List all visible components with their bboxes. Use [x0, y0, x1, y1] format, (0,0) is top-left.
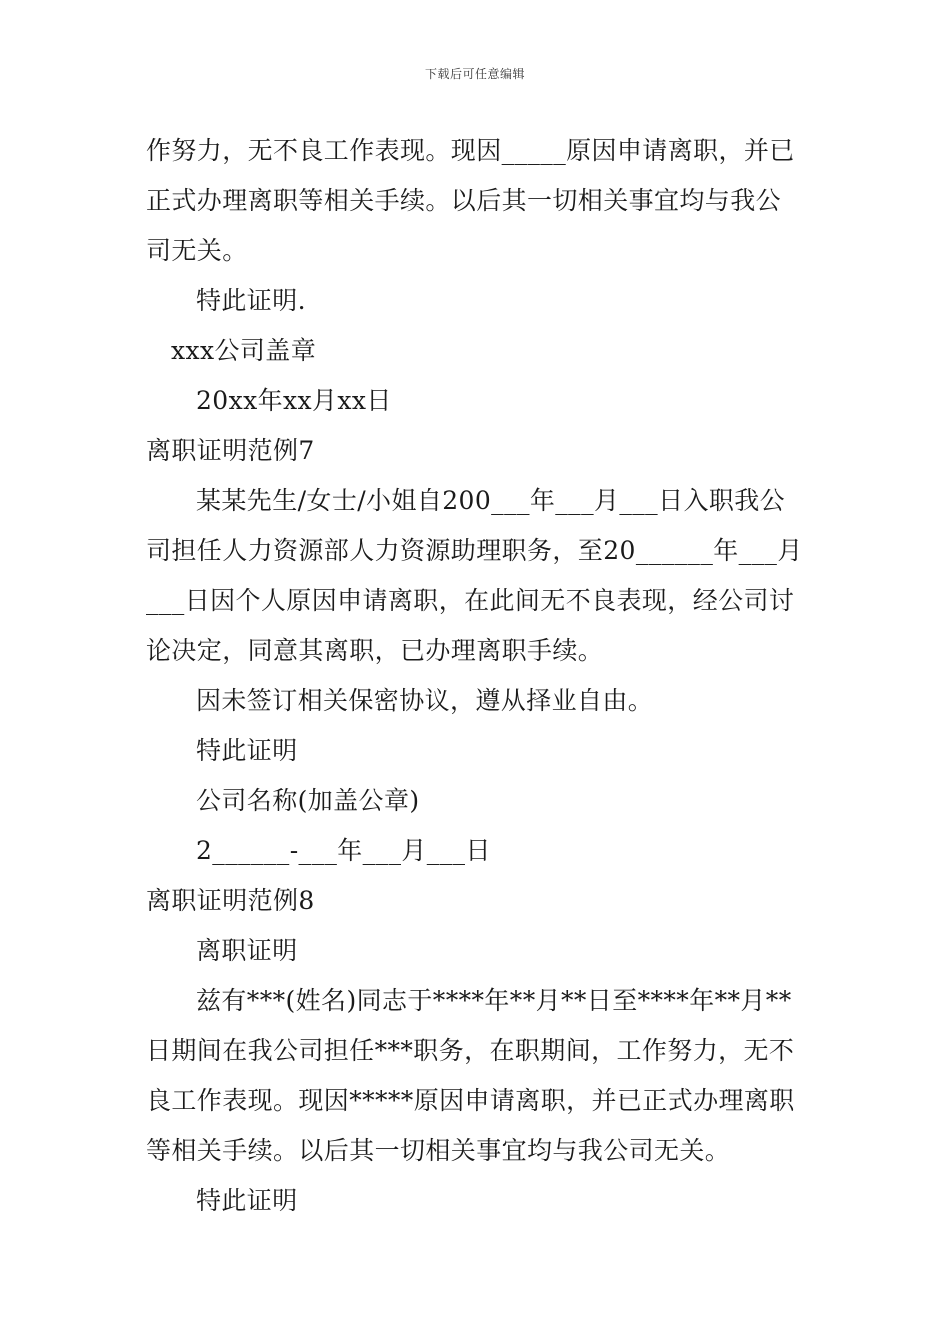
certificate-title: 离职证明 — [196, 936, 298, 965]
closing-statement: 特此证明 — [196, 1186, 298, 1215]
closing-statement: 特此证明 — [196, 736, 298, 765]
date-line: 2______-___年___月___日 — [196, 836, 491, 865]
date-line: 20xx年xx月xx日 — [196, 386, 392, 415]
page-header: 下载后可任意编辑 — [424, 67, 525, 81]
paragraph-line: 良工作表现。现因*****原因申请离职，并已正式办理离职 — [146, 1086, 795, 1115]
paragraph-line: ___日因个人原因申请离职，在此间无不良表现，经公司讨 — [146, 586, 795, 615]
paragraph-line: 司无关。 — [146, 236, 248, 265]
paragraph-line: 正式办理离职等相关手续。以后其一切相关事宜均与我公 — [146, 186, 782, 215]
paragraph-line: 论决定，同意其离职，已办理离职手续。 — [146, 636, 604, 665]
paragraph-line: 等相关手续。以后其一切相关事宜均与我公司无关。 — [146, 1136, 731, 1165]
paragraph-line: 某某先生/女士/小姐自200___年___月___日入职我公 — [196, 486, 786, 515]
closing-statement: 特此证明. — [196, 286, 306, 315]
company-name-line: 公司名称(加盖公章) — [196, 786, 420, 815]
paragraph-line: 因未签订相关保密协议，遵从择业自由。 — [196, 686, 654, 715]
paragraph-line: 日期间在我公司担任***职务，在职期间，工作努力，无不 — [146, 1036, 795, 1065]
paragraph-line: 司担任人力资源部人力资源助理职务，至20______年___月 — [146, 536, 803, 565]
paragraph-line: 兹有***(姓名)同志于****年**月**日至****年**月** — [196, 986, 792, 1015]
section-heading: 离职证明范例7 — [146, 436, 315, 465]
company-seal-line: xxx公司盖章 — [171, 336, 317, 365]
document-body — [146, 126, 814, 1226]
paragraph-line: 作努力，无不良工作表现。现因_____原因申请离职，并已 — [146, 136, 795, 165]
section-heading: 离职证明范例8 — [146, 886, 315, 915]
